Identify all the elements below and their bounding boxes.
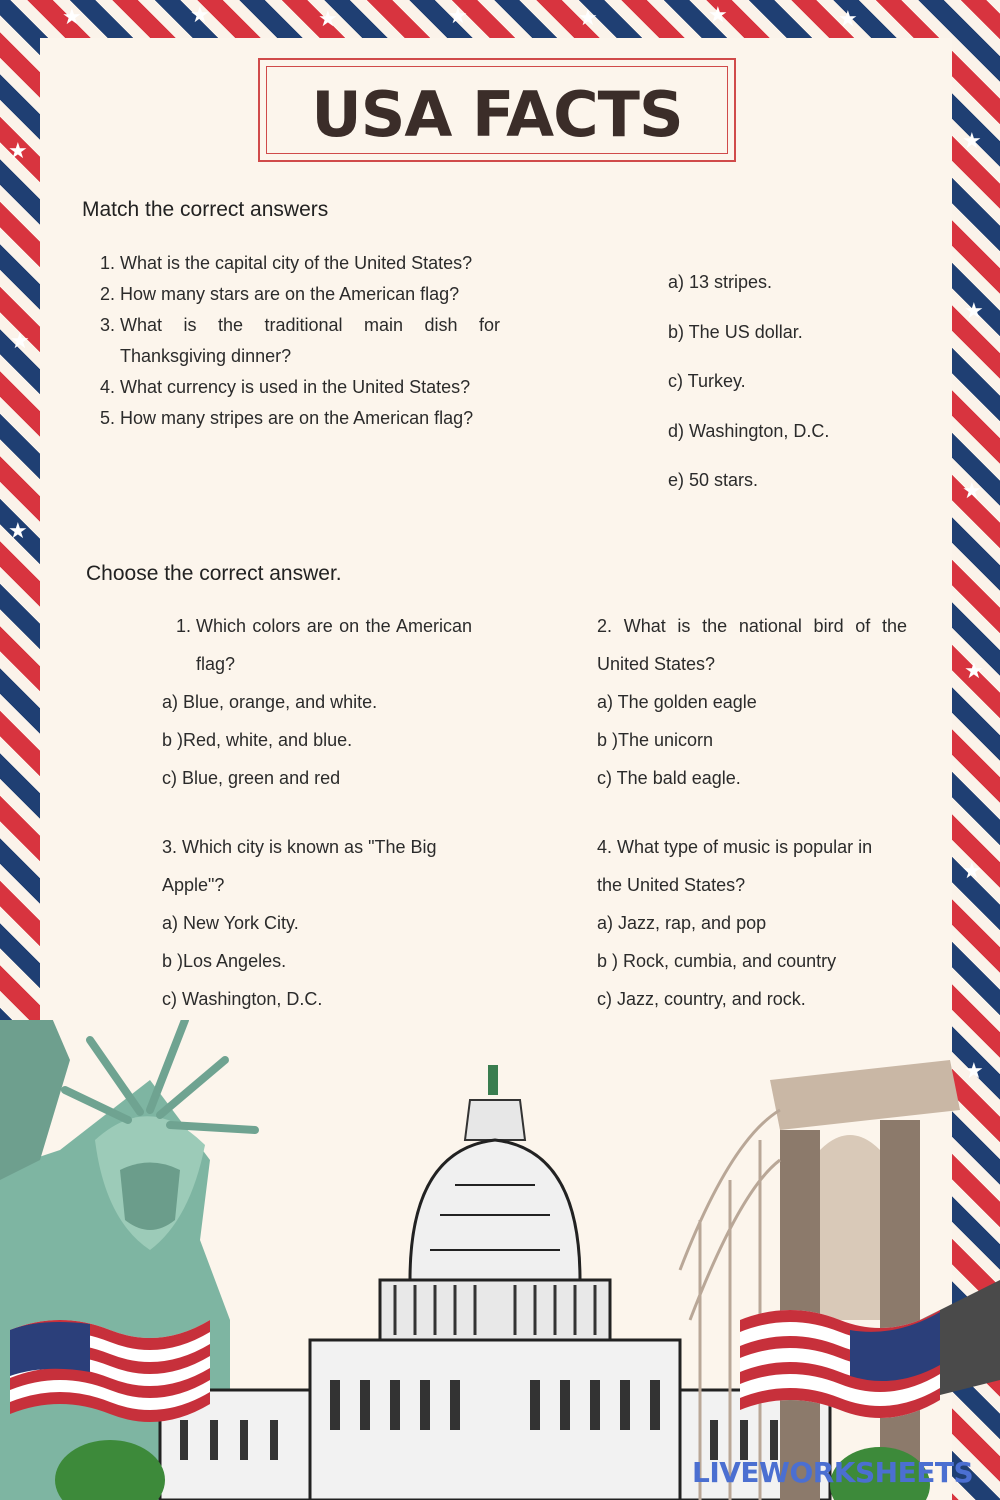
answer-option[interactable]: e) 50 stars. xyxy=(668,470,759,490)
star-icon: ★ xyxy=(964,658,984,683)
star-icon: ★ xyxy=(962,478,982,503)
answer-option[interactable]: c) The bald eagle. xyxy=(597,768,741,788)
answer-option[interactable]: c) Turkey. xyxy=(668,371,746,391)
question-block-4 xyxy=(597,828,917,1018)
answer-option[interactable]: c) Jazz, country, and rock. xyxy=(597,989,806,1009)
star-icon: ★ xyxy=(962,128,982,153)
list-item: 2. How many stars are on the American flag? xyxy=(100,284,460,304)
list-item: 1. What is the capital city of the United States? xyxy=(100,253,473,273)
star-icon: ★ xyxy=(318,6,338,31)
question-block-3 xyxy=(162,828,482,1018)
star-icon: ★ xyxy=(8,138,28,163)
star-icon: ★ xyxy=(964,298,984,323)
star-icon: ★ xyxy=(578,5,598,30)
question-block-2 xyxy=(597,607,907,797)
match-question-list xyxy=(100,248,500,434)
answer-option[interactable]: a) The golden eagle xyxy=(597,692,757,712)
list-item: 5. How many stripes are on the American flag? xyxy=(100,408,474,428)
question-text: the United States? xyxy=(597,875,746,895)
star-icon: ★ xyxy=(838,6,858,31)
answer-option[interactable]: b )Red, white, and blue. xyxy=(162,730,353,750)
list-item: 4. What currency is used in the United States? xyxy=(100,377,471,397)
page-title: USA FACTS xyxy=(311,78,683,151)
star-icon: ★ xyxy=(448,3,468,28)
star-icon: ★ xyxy=(964,1058,984,1083)
star-icon: ★ xyxy=(8,518,28,543)
title-box xyxy=(258,58,736,162)
question-text: 3. Which city is known as "The Big xyxy=(162,837,437,857)
landmarks-illustration xyxy=(0,1020,1000,1500)
answer-option[interactable]: a) Jazz, rap, and pop xyxy=(597,913,767,933)
answer-option[interactable]: a) New York City. xyxy=(162,913,299,933)
answer-option[interactable]: b ) Rock, cumbia, and country xyxy=(597,951,837,971)
match-instruction: Match the correct answers xyxy=(82,198,329,221)
answer-option[interactable]: a) 13 stripes. xyxy=(668,272,773,292)
answer-option[interactable]: b) The US dollar. xyxy=(668,321,803,342)
answer-option[interactable]: a) Blue, orange, and white. xyxy=(162,692,378,712)
star-icon: ★ xyxy=(62,4,82,29)
star-icon: ★ xyxy=(190,2,210,27)
answer-option[interactable]: b )The unicorn xyxy=(597,730,714,750)
question-block-1 xyxy=(162,607,472,797)
answer-option[interactable]: b )Los Angeles. xyxy=(162,951,287,971)
star-icon: ★ xyxy=(962,858,982,883)
star-icon: ★ xyxy=(10,328,30,353)
answer-option[interactable]: d) Washington, D.C. xyxy=(668,420,830,441)
choose-instruction: Choose the correct answer. xyxy=(86,562,342,585)
question-text: Apple"? xyxy=(162,875,225,895)
answer-option[interactable]: c) Washington, D.C. xyxy=(162,989,323,1009)
answer-option[interactable]: c) Blue, green and red xyxy=(162,768,341,788)
question-text: 2. What is the national bird of the United States? xyxy=(597,616,907,674)
question-text: 4. What type of music is popular in xyxy=(597,837,873,857)
match-answer-list xyxy=(668,272,829,520)
star-icon: ★ xyxy=(708,2,728,27)
watermark: LIVEWORKSHEETS xyxy=(692,1456,974,1489)
question-text: 1. Which colors are on the American flag? xyxy=(176,616,472,674)
list-item: 3. What is the traditional main dish for Thanksgiving dinner? xyxy=(100,315,500,366)
